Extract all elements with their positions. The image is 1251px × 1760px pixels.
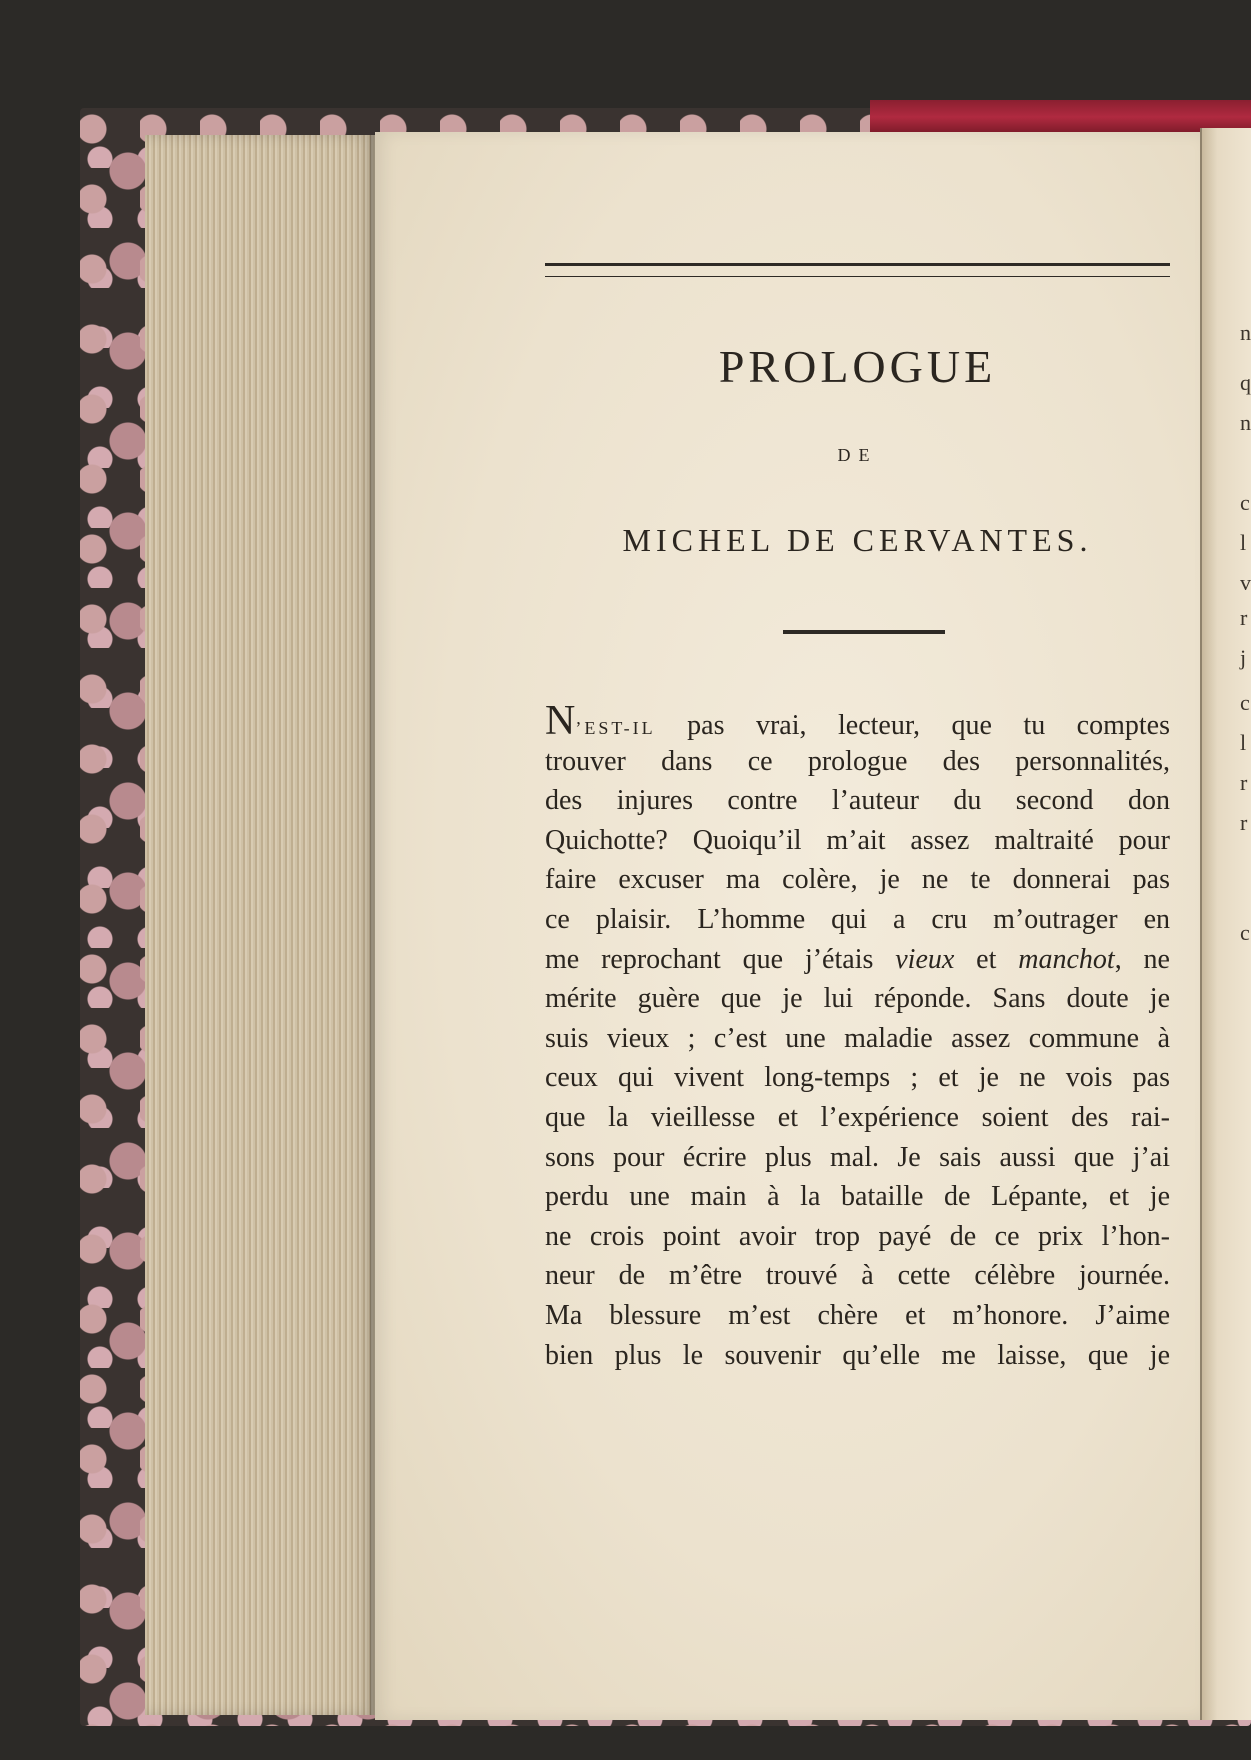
facing-page-letter: l [1240,730,1247,755]
section-rule [783,630,945,634]
text-line-15: neur de m’être trouvé à cette célèbre journée. [545,1260,1170,1292]
text-line-5: faire excuser ma colère, je ne te donnerai pas [545,864,1170,896]
author-name: MICHEL DE CERVANTES. [622,522,1093,558]
text-line-2: trouver dans ce prologue des personnalités, [545,745,1170,777]
page-title: PROLOGUE [718,341,997,392]
page-block-edge [145,135,375,1715]
facing-page-letter: l [1240,530,1247,555]
facing-page-letter: j [1240,645,1247,670]
text-line-7: me reprochant que j’étais vieux et manchot, ne [545,943,1170,975]
facing-page-letter: r [1240,810,1248,835]
book-spine-top [870,100,1251,134]
text-line-10: ceux qui vivent long-temps ; et je ne vois pas [545,1062,1170,1094]
text-line-9: suis vieux ; c’est une maladie assez commune à [545,1022,1170,1054]
italic-word: vieux [895,943,955,975]
title-connector: DE [837,445,878,465]
text-line-6: ce plaisir. L’homme qui a cru m’outrager en [545,903,1170,935]
header-rule [545,263,1170,277]
text-line-16: Ma blessure m’est chère et m’honore. J’aime [545,1299,1170,1331]
small-caps-opening: ’EST-IL [575,718,656,738]
facing-page-letter: n [1240,410,1251,435]
facing-page-letter: q [1240,370,1251,395]
text-line-17: bien plus le souvenir qu’elle me laisse, que je [545,1339,1170,1371]
facing-page-letter: r [1240,605,1248,630]
facing-page-letter: v [1240,570,1251,595]
text-line-11: que la vieillesse et l’expérience soient des rai- [545,1101,1170,1133]
text-line-1: N’EST-IL pas vrai, lecteur, que tu comptes [545,698,1170,744]
text-line-12: sons pour écrire plus mal. Je sais aussi que j’ai [545,1141,1170,1173]
italic-word: manchot [1018,943,1115,975]
drop-cap: N [545,698,576,744]
facing-page-letter: n [1240,320,1251,345]
facing-page-letter: r [1240,770,1248,795]
prologue-text [545,698,1170,1375]
text-line-3: des injures contre l’auteur du second don [545,785,1170,817]
text-line-4: Quichotte? Quoiqu’il m’ait assez maltraité pour [545,824,1170,856]
facing-page-letter: c [1240,690,1250,715]
facing-page-letter: c [1240,920,1250,945]
text-line-13: perdu une main à la bataille de Lépante, et je [545,1181,1170,1213]
text-line-14: ne crois point avoir trop payé de ce prix l’hon- [545,1220,1170,1252]
text-line-8: mérite guère que je lui réponde. Sans doute je [545,983,1170,1015]
facing-page-letter: c [1240,490,1250,515]
